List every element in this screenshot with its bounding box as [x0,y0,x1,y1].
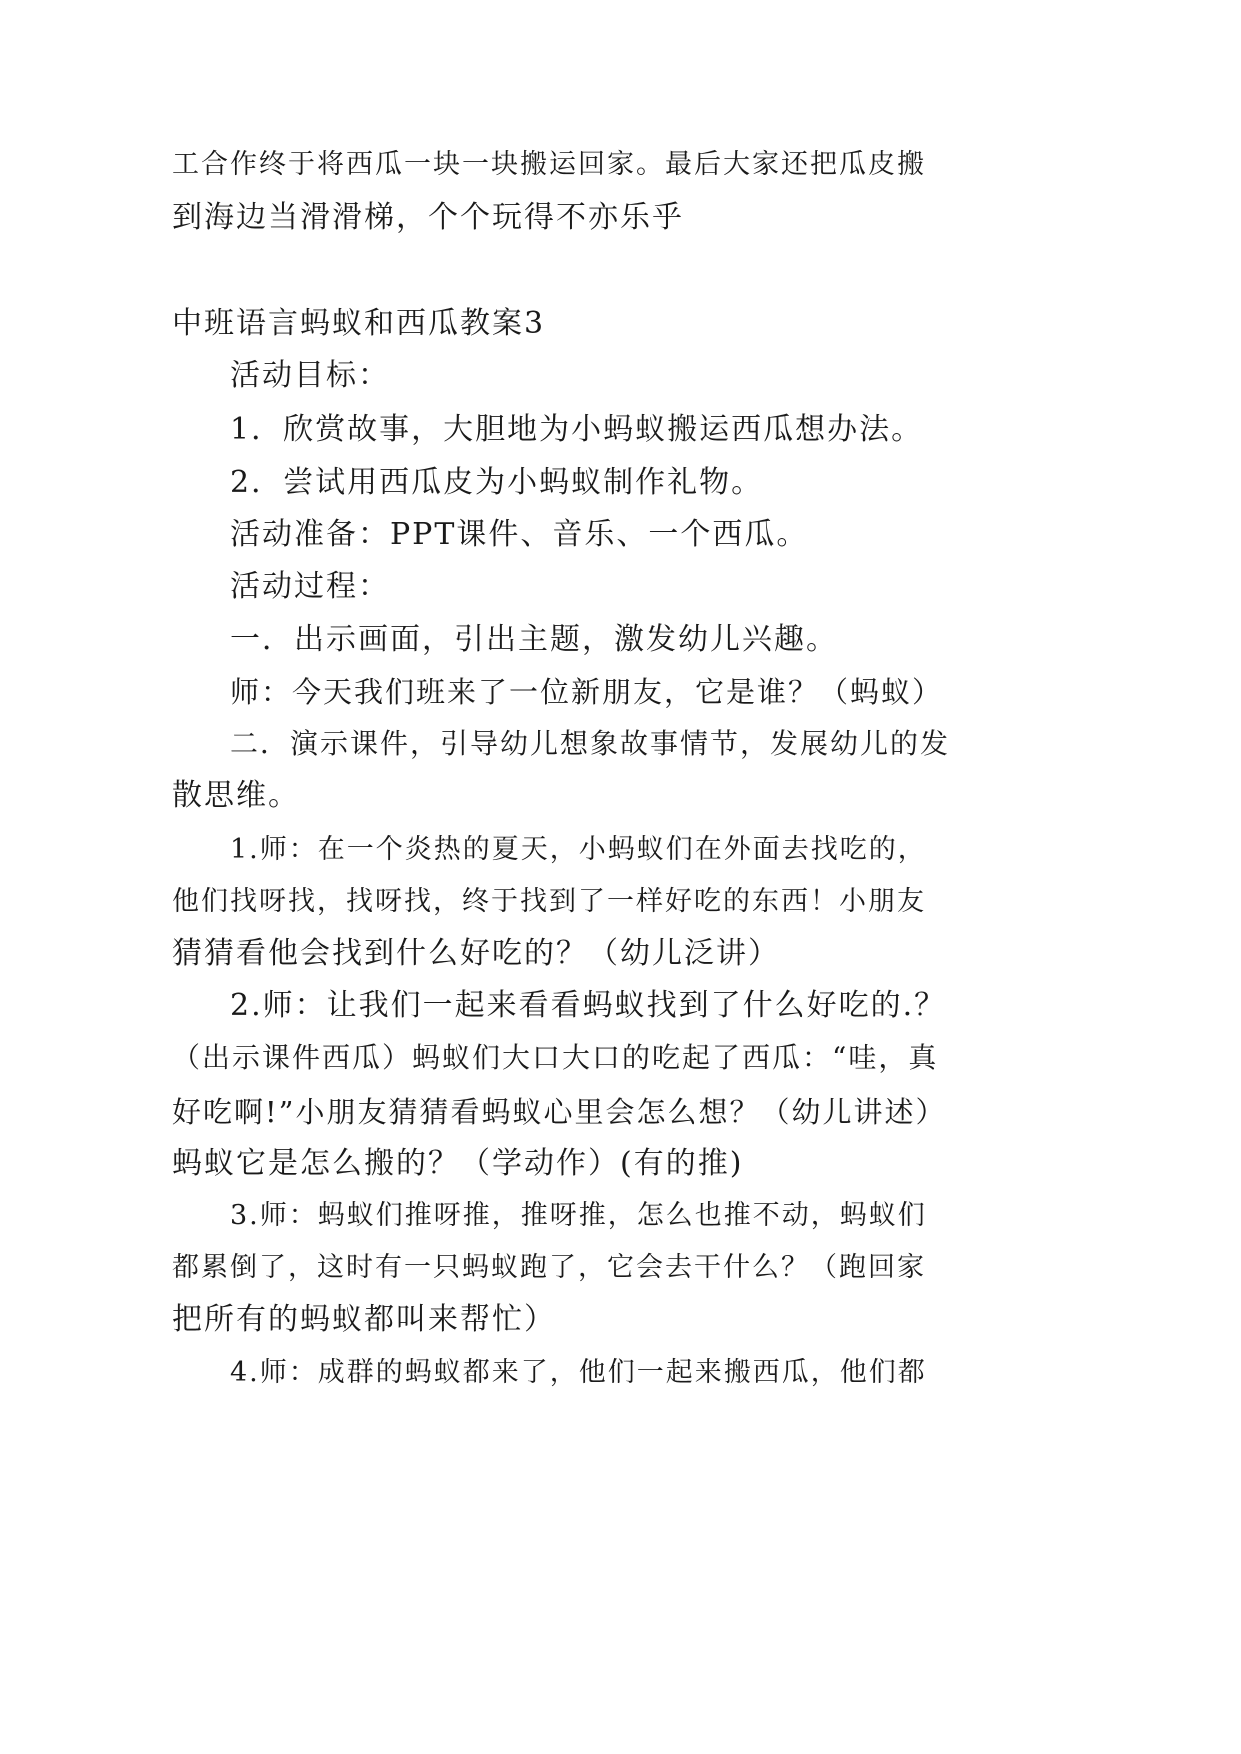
text-line: 好吃啊!”小朋友猜猜看蚂蚁心里会怎么想？（幼儿讲述） [172,1095,947,1129]
text-line: 师：今天我们班来了一位新朋友，它是谁？（蚂蚁） [230,675,944,709]
process-step: 二．演示课件，引导幼儿想象故事情节，发展幼儿的发 [230,727,951,760]
text-line: 到海边当滑滑梯，个个玩得不亦乐乎 [172,200,684,235]
goal-item: 1．欣赏故事，大胆地为小蚂蚁搬运西瓜想办法。 [230,412,924,447]
section-title: 中班语言蚂蚁和西瓜教案3 [172,306,546,341]
heading-activity-process: 活动过程： [230,569,390,604]
text-line: 他们找呀找，找呀找，终于找到了一样好吃的东西！小朋友 [172,886,926,917]
text-line: 猜猜看他会找到什么好吃的？（幼儿泛讲） [172,936,780,971]
activity-preparation: 活动准备：PPT课件、音乐、一个西瓜。 [230,517,809,552]
goal-item: 2．尝试用西瓜皮为小蚂蚁制作礼物。 [230,465,764,500]
text-line: 都累倒了，这时有一只蚂蚁跑了，它会去干什么？（跑回家 [172,1252,926,1283]
text-line: 2.师：让我们一起来看看蚂蚁找到了什么好吃的.？ [230,988,947,1023]
text-line: 3.师：蚂蚁们推呀推，推呀推，怎么也推不动，蚂蚁们 [230,1200,927,1231]
heading-activity-goals: 活动目标： [230,358,390,393]
text-line: 蚂蚁它是怎么搬的？（学动作）(有的推) [172,1146,744,1181]
text-line: 1.师：在一个炎热的夏天，小蚂蚁们在外面去找吃的， [230,834,927,865]
text-line: （出示课件西瓜）蚂蚁们大口大口的吃起了西瓜：“哇，真 [172,1041,939,1074]
process-step: 一．出示画面，引出主题，激发幼儿兴趣。 [230,622,838,657]
text-line: 工合作终于将西瓜一块一块搬运回家。最后大家还把瓜皮搬 [172,149,926,180]
text-line: 把所有的蚂蚁都叫来帮忙） [172,1302,556,1337]
text-line: 散思维。 [172,778,300,813]
text-line: 4.师：成群的蚂蚁都来了，他们一起来搬西瓜，他们都 [230,1357,927,1388]
